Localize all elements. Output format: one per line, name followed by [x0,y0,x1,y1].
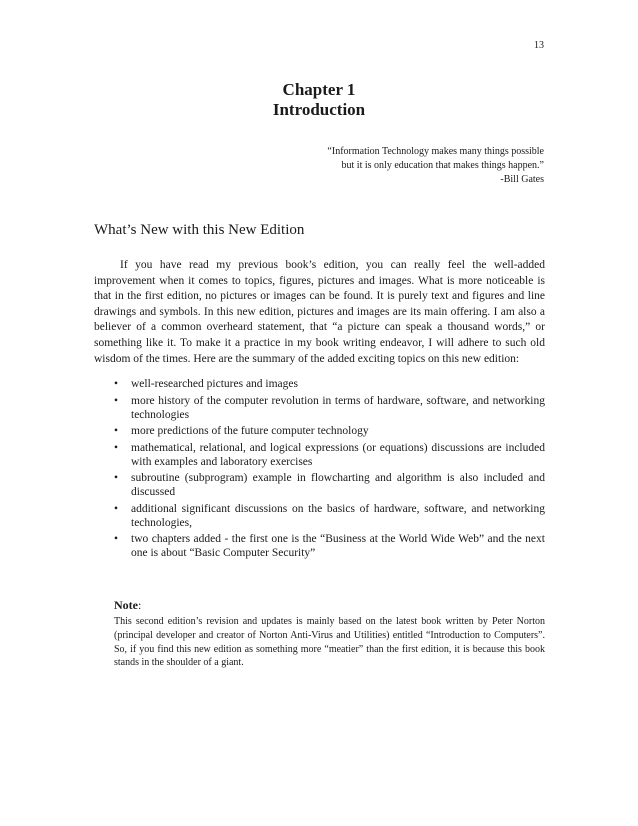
bullet-icon: • [114,441,119,454]
new-topics-list [114,377,545,563]
chapter-name: Introduction [272,100,366,119]
bullet-icon: • [114,533,119,545]
quote-attribution: -Bill Gates [500,174,544,185]
bullet-icon: • [114,425,119,437]
note-heading [114,598,545,613]
page-number: 13 [534,40,544,51]
intro-paragraph: If you have read my previous book’s edition, you can really feel the well-added improvement when it comes to topics, figures, pictures and images. What is more noticeable is that in the first edition, no pictures or images can be found. It is purely text and figures and line drawings and symbols. In this new edition, pictures and images are its main offering. I am also a believer of a common overheard statement, that “a picture can speak a thousand words,” or something like it. To make it a practice in my book writing endeavor, I will adhere to such old wisdom of the times. Here are the summary of the added exciting topics on this new edition: [94,259,545,365]
list-item [114,502,545,530]
list-item [114,441,545,469]
quote-line-1: “Information Technology makes many things possible [327,146,544,157]
note-block [114,598,545,670]
list-item-text: additional significant discussions on the basics of hardware, software, and networking technologies, [131,502,545,529]
list-item [114,394,545,422]
list-item-text: two chapters added - the first one is the “Business at the World Wide Web” and the next one is about “Basic Computer Security” [131,533,545,559]
quote-line-2: but it is only education that makes things happen.” [341,160,544,171]
note-text: This second edition’s revision and updates is mainly based on the latest book written by Peter Norton (principal developer and creator of Norton Anti-Virus and Utilities) entitled “Introduction to Computers”. So, if you find this new edition as something more “meatier” than the first edition, it is because this book stands in the shoulder of a giant. [114,616,545,669]
note-label: Note [114,598,138,612]
epigraph-quote [244,145,544,187]
bullet-icon: • [114,502,119,515]
list-item [114,377,545,391]
chapter-title [0,80,638,120]
list-item [114,471,545,499]
bullet-icon: • [114,394,119,407]
list-item-text: mathematical, relational, and logical expressions (or equations) discussions are included with examples and laboratory exercises [131,441,545,468]
chapter-number: Chapter 1 [282,80,356,99]
bullet-icon: • [114,472,119,484]
list-item-text: well-researched pictures and images [131,378,298,390]
list-item [114,424,545,438]
bullet-icon: • [114,378,119,390]
section-heading: What’s New with this New Edition [94,222,305,238]
list-item-text: subroutine (subprogram) example in flowcharting and algorithm is also included and discussed [131,472,545,498]
list-item [114,532,545,560]
list-item-text: more history of the computer revolution in terms of hardware, software, and networking technologies [131,394,545,421]
list-item-text: more predictions of the future computer technology [131,425,369,437]
note-colon: : [138,598,142,612]
